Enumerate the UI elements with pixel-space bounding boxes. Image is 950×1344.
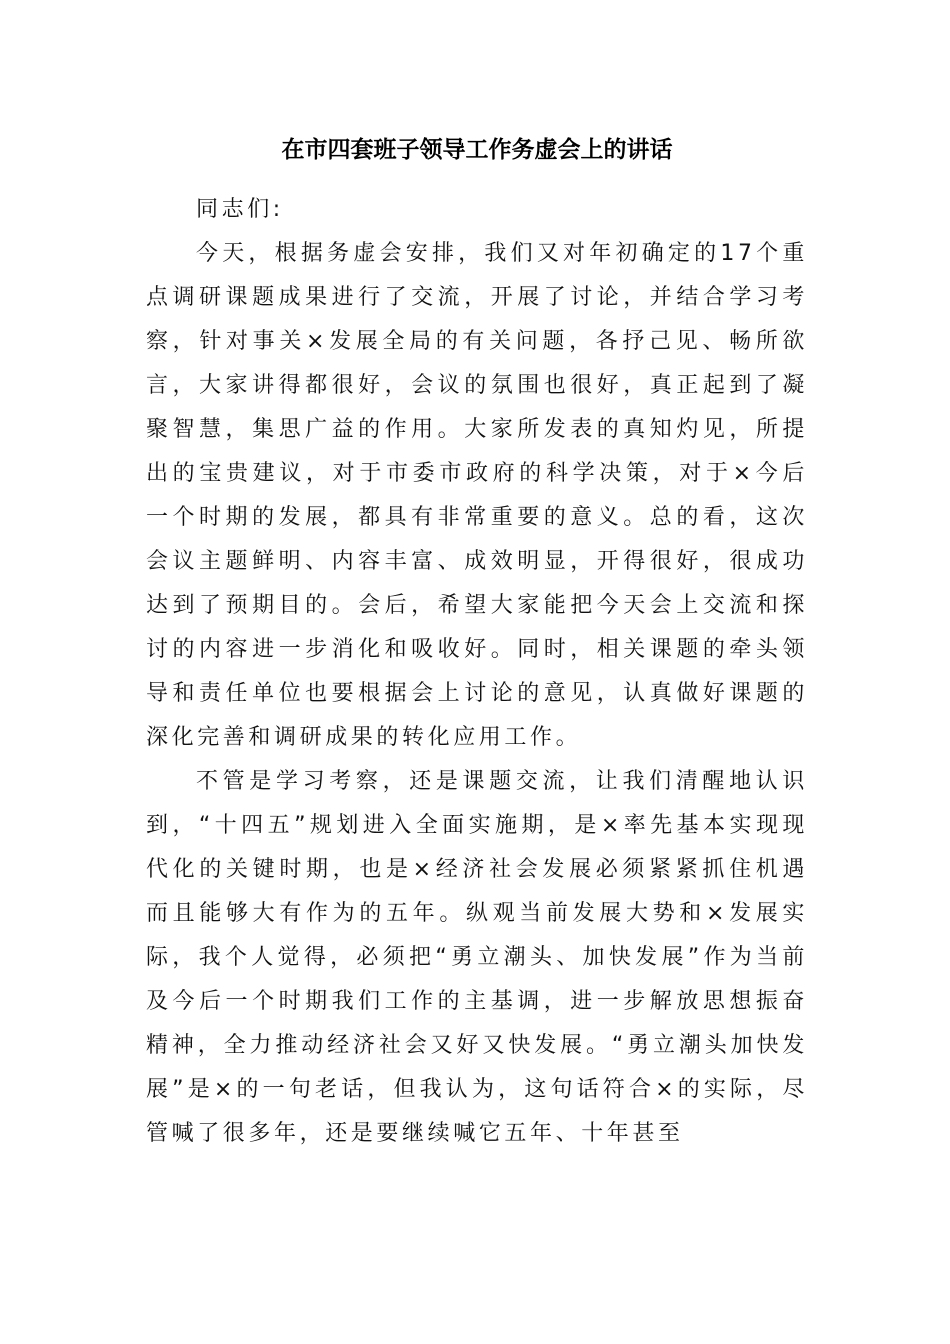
paragraph-1: 今天，根据务虚会安排，我们又对年初确定的17个重点调研课题成果进行了交流，开展了讨论，并结合学习考察，针对事关×发展全局的有关问题，各抒己见、畅所欲言，大家讲得都很好，会议的氛围也很好，真正起到了凝聚智慧，集思广益的作用。大家所发表的真知灼见，所提出的宝贵建议，对于市委市政府的科学决策，对于×今后一个时期的发展，都具有非常重要的意义。总的看，这次会议主题鲜明、内容丰富、成效明显，开得很好，很成功达到了预期目的。会后，希望大家能把今天会上交流和探讨的内容进一步消化和吸收好。同时，相关课题的牵头领导和责任单位也要根据会上讨论的意见，认真做好课题的深化完善和调研成果的转化应用工作。 bbox=[146, 241, 808, 750]
document-title: 在市四套班子领导工作务虚会上的讲话 bbox=[281, 136, 673, 163]
paragraph-2: 不管是学习考察，还是课题交流，让我们清醒地认识到，“十四五”规划进入全面实施期，是×率先基本实现现代化的关键时期，也是×经济社会发展必须紧紧抓住机遇而且能够大有作为的五年。纵观当前发展大势和×发展实际，我个人觉得，必须把“勇立潮头、加快发展”作为当前及今后一个时期我们工作的主基调，进一步解放思想振奋精神，全力推动经济社会又好又快发展。“勇立潮头加快发展”是×的一句老话，但我认为，这句话符合×的实际，尽管喊了很多年，还是要继续喊它五年、十年甚至 bbox=[146, 769, 808, 1146]
salutation: 同志们: bbox=[196, 197, 284, 222]
document-page bbox=[146, 128, 808, 1156]
